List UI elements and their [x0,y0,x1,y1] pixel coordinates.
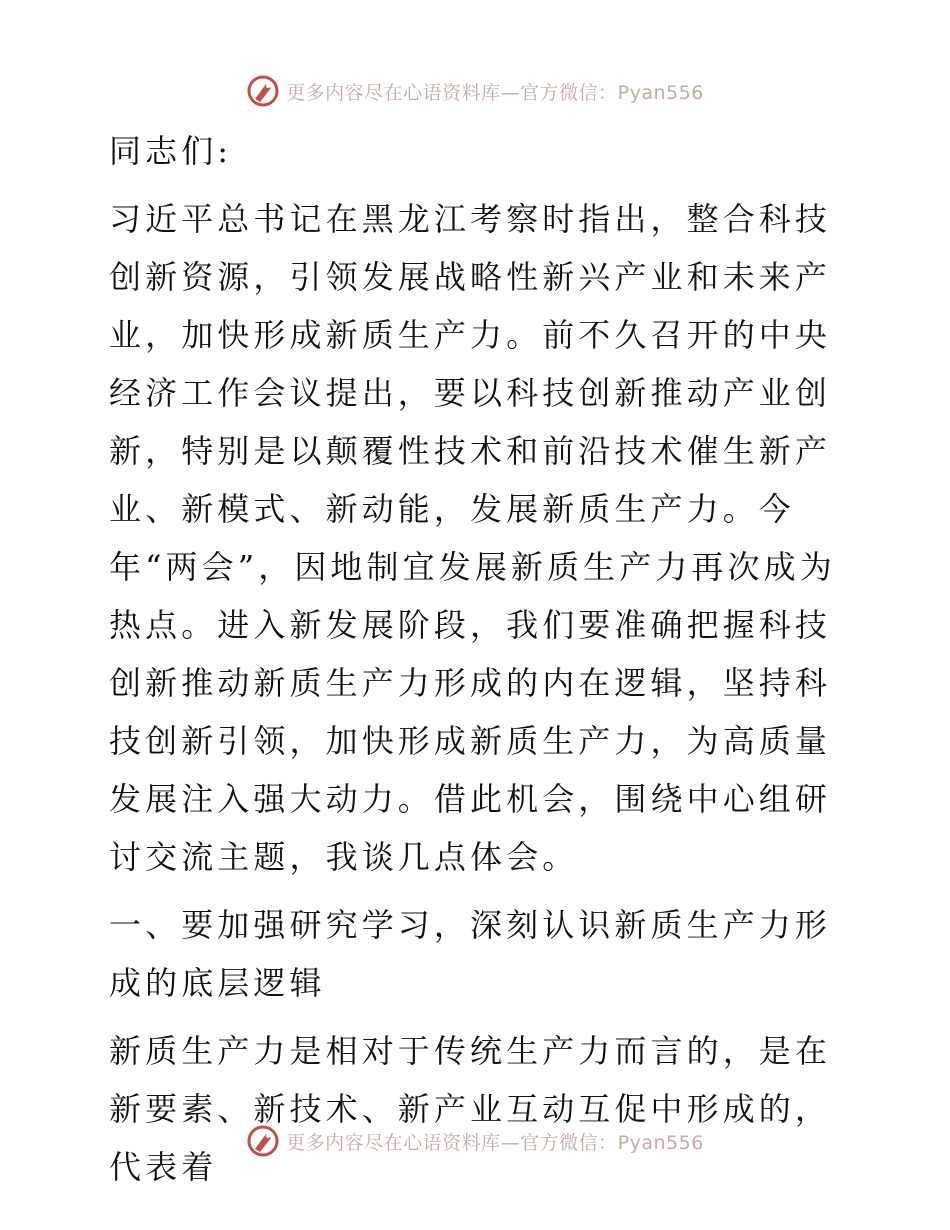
pen-nib-logo-icon [246,1124,280,1158]
footer-watermark [0,1121,950,1161]
watermark-text: 更多内容尽在心语资料库—官方微信：Pyan556 [286,1131,704,1154]
paragraph-section-1: 新质生产力是相对于传统生产力而言的，是在新要素、新技术、新产业互动互促中形成的，代表着 [109,1032,832,1186]
pen-nib-logo-icon [246,74,280,108]
header-watermark [0,71,950,111]
greeting: 同志们: [109,132,233,170]
document-body [97,122,857,1196]
section-heading-1: 一、要加强研究学习，深刻认识新质生产力形成的底层逻辑 [109,906,832,1002]
paragraph-intro: 习近平总书记在黑龙江考察时指出，整合科技创新资源，引领发展战略性新兴产业和未来产业，加快形成新质生产力。前不久召开的中央经济工作会议提出，要以科技创新推动产业创新，特别是以颠覆性技术和前沿技术催生新产业、新模式、新动能，发展新质生产力。今年“两会”，因地制宜发展新质生产力再次成为热点。进入新发展阶段，我们要准确把握科技创新推动新质生产力形成的内在逻辑，坚持科技创新引领，加快形成新质生产力，为高质量发展注入强大动力。借此机会，围绕中心组研讨交流主题，我谈几点体会。 [109,200,836,876]
watermark-text: 更多内容尽在心语资料库—官方微信：Pyan556 [286,81,704,104]
